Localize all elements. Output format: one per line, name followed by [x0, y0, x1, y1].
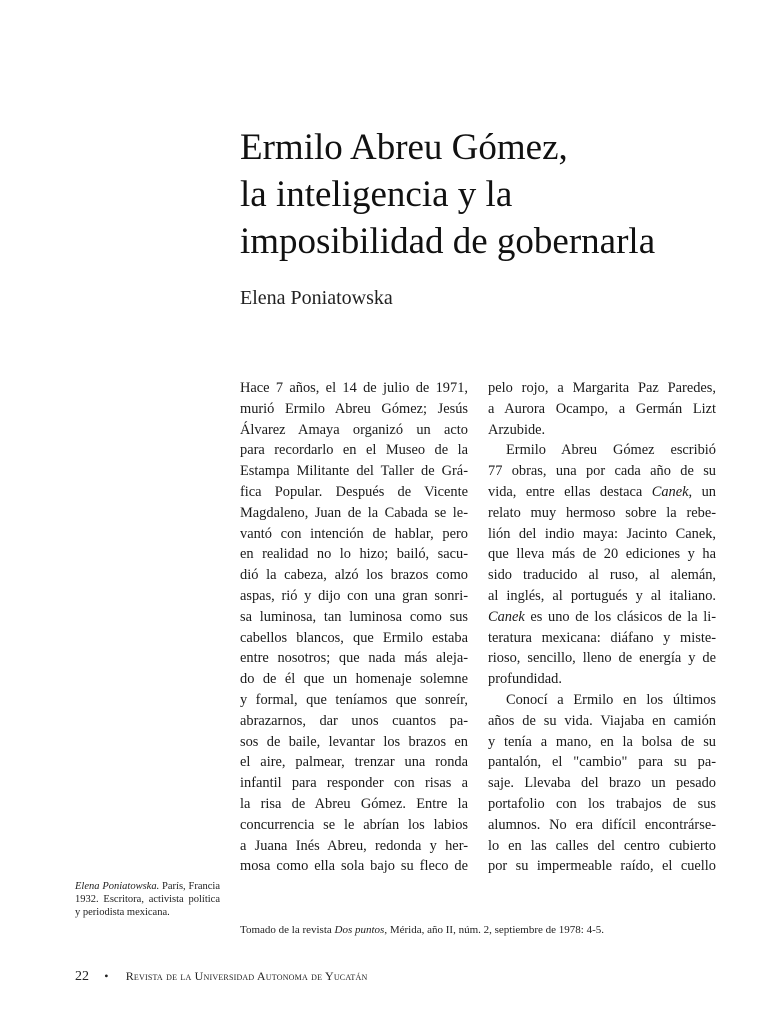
text-line: aspas, rió y dijo con una gran sonri- — [240, 587, 468, 604]
text-line: Magdaleno, Juan de la Cabada se le- — [240, 504, 468, 521]
text-line: en realidad no lo hizo; bailó, sacu- — [240, 546, 468, 563]
paragraph-continued — [488, 378, 716, 440]
text-line: el aire, palmear, trenzar una ronda — [240, 754, 468, 771]
text-fragment: es uno de los clásicos de la li- — [524, 608, 716, 625]
text-line: a Aurora Ocampo, a Germán Lizt — [488, 400, 716, 417]
text-fragment: , un — [688, 483, 716, 500]
text-line: para recordarlo en el Museo de la — [240, 442, 468, 459]
text-line: Álvarez Amaya organizó un acto — [240, 421, 468, 438]
text-line: teratura mexicana: diáfano y miste- — [488, 629, 716, 646]
article-author: Elena Poniatowska — [240, 287, 393, 309]
paragraph-1 — [240, 378, 468, 877]
text-line: pantalón, el "cambio" para su pa- — [488, 754, 716, 771]
page-footer — [75, 967, 367, 986]
book-title: Canek — [488, 608, 525, 625]
text-line: profundidad. — [488, 671, 562, 688]
text-line: sa luminosa, tan luminosa como sus — [240, 608, 468, 625]
text-line: lo en las calles del centro cubierto — [488, 837, 716, 854]
bio-name: Elena Poniatowska. — [75, 881, 160, 892]
book-title: Canek — [651, 483, 689, 500]
text-line: saje. Llevaba del brazo un pesado — [488, 775, 716, 792]
text-line: infantil para responder con risas a — [240, 775, 468, 792]
text-line: años de su vida. Viajaba en camión — [488, 712, 716, 729]
source-journal: Dos puntos — [334, 924, 385, 936]
source-note — [240, 923, 740, 937]
text-line: pelo rojo, a Margarita Paz Paredes, — [488, 380, 716, 396]
text-line: Estampa Militante del Taller de Grá- — [240, 463, 468, 480]
source-prefix: Tomado de la revista — [240, 924, 335, 936]
text-fragment: vida, entre ellas destaca — [488, 483, 652, 500]
text-line: portafolio con los trabajos de sus — [488, 795, 716, 812]
footer-bullet: • — [104, 969, 109, 983]
text-line: que lleva más de 20 ediciones y ha — [488, 546, 716, 563]
text-line: sido traducido al ruso, al alemán, — [488, 567, 716, 584]
title-line-1: Ermilo Abreu Gómez, — [240, 127, 568, 168]
text-line: la risa de Abreu Gómez. Entre la — [240, 795, 468, 812]
text-line: Ermilo Abreu Gómez escribió — [506, 442, 716, 459]
text-line: fica Popular. Después de Vicente — [240, 483, 468, 500]
text-line: murió Ermilo Abreu Gómez; Jesús — [240, 400, 468, 417]
text-line: abrazarnos, dar unos cuantos pa- — [240, 712, 468, 729]
text-line: concurrencia se le abrían los labios — [240, 816, 468, 833]
text-line: sos de baile, levantar los brazos en — [240, 733, 468, 750]
bio-text: París, Francia 1932. Escritora, activista política y periodista mexicana. — [75, 881, 220, 918]
text-line: al inglés, al portugués y al italiano. — [488, 587, 716, 604]
text-line: Conocí a Ermilo en los últimos — [506, 691, 716, 708]
text-line: do de él que un homenaje solemne — [240, 671, 468, 688]
text-line — [488, 482, 716, 503]
article-title — [240, 124, 740, 265]
text-line: Arzubide. — [488, 421, 546, 438]
source-suffix: , Mérida, año II, núm. 2, septiembre de 1978: 4-5. — [384, 924, 604, 936]
text-line: 77 obras, una por cada año de su — [488, 463, 716, 480]
text-line — [488, 607, 716, 628]
text-line: y tenía a mano, en la bolsa de su — [488, 733, 716, 750]
title-line-3: imposibilidad de gobernarla — [240, 221, 656, 262]
paragraph-3 — [488, 690, 716, 877]
text-line: cabellos blancos, que Ermilo estaba — [240, 629, 468, 646]
text-line: y formal, que teníamos que sonreír, — [240, 691, 468, 708]
text-line: por su impermeable raído, el cuello — [488, 858, 716, 875]
paragraph-2 — [488, 440, 716, 690]
text-line: dió la cabeza, alzó los brazos como — [240, 567, 468, 584]
text-column-2 — [488, 378, 716, 877]
text-line: rioso, sencillo, lleno de energía y de — [488, 650, 716, 667]
author-bio — [75, 880, 220, 919]
text-line: vantó con intención de hablar, pero — [240, 525, 468, 542]
text-line: mosa como ella sola bajo su fleco de — [240, 858, 468, 875]
text-column-1 — [240, 378, 468, 877]
text-line: Hace 7 años, el 14 de julio de 1971, — [240, 380, 468, 396]
text-line: a Juana Inés Abreu, redonda y her- — [240, 837, 468, 854]
journal-name: Revista de la Universidad Autonoma de Yucatán — [125, 969, 368, 983]
page-number: 22 — [75, 969, 89, 984]
text-line: alumnos. No era difícil encontrárse- — [488, 816, 716, 833]
text-line: relato muy hermoso sobre la rebe- — [488, 504, 716, 521]
title-line-2: la inteligencia y la — [240, 174, 513, 215]
text-line: entre nosotros; que nada más alejа- — [240, 650, 468, 667]
text-line: lión del indio maya: Jacinto Canek, — [488, 525, 716, 542]
